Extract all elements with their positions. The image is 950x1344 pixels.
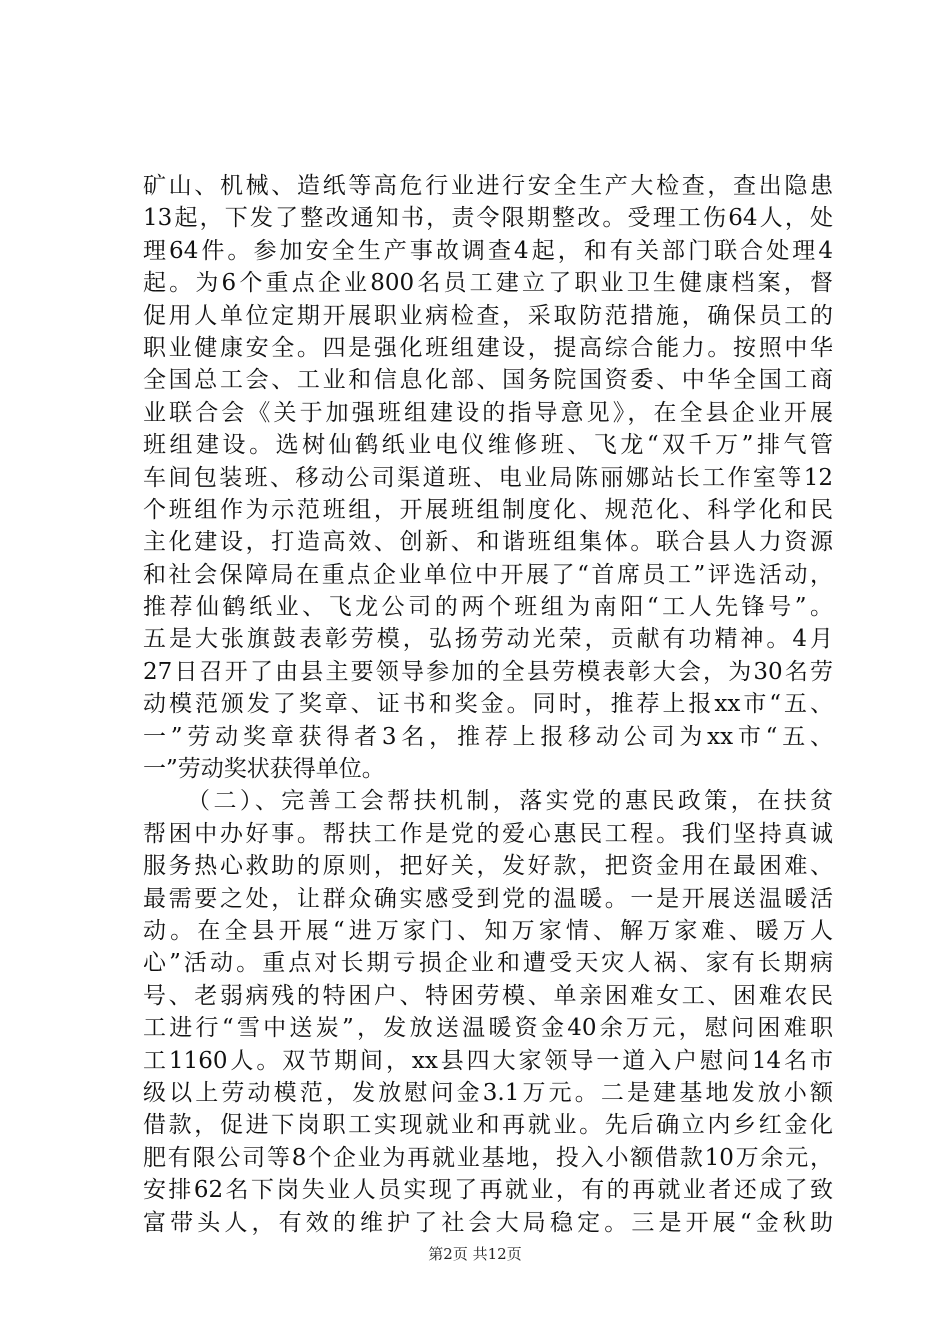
paragraph-safety-and-teams: [143, 170, 833, 785]
section-heading-line: （二）、完善工会帮扶机制，落实党的惠民政策，在扶贫: [187, 788, 833, 815]
text-line: 借款，促进下岗职工实现就业和再就业。先后确立内乡红金化: [143, 1112, 833, 1139]
text-line: 心”活动。重点对长期亏损企业和遭受天灾人祸、家有长期病: [143, 950, 833, 977]
text-line: 职业健康安全。四是强化班组建设，提高综合能力。按照中华: [143, 334, 833, 361]
text-line: 主化建设，打造高效、创新、和谐班组集体。联合县人力资源: [143, 529, 833, 556]
text-line: 级以上劳动模范，发放慰问金3.1万元。二是建基地发放小额: [143, 1079, 833, 1106]
text-line: 最需要之处，让群众确实感受到党的温暖。一是开展送温暖活: [143, 885, 833, 912]
text-line: 全国总工会、工业和信息化部、国务院国资委、中华全国工商: [143, 367, 833, 394]
text-line: 27日召开了由县主要领导参加的全县劳模表彰大会，为30名劳: [143, 658, 833, 685]
text-line: 推荐仙鹤纸业、飞龙公司的两个班组为南阳“工人先锋号”。: [143, 594, 833, 621]
text-line: 13起，下发了整改通知书，责令限期整改。受理工伤64人，处: [143, 205, 833, 232]
text-line: 一”劳动奖状获得单位。: [143, 756, 385, 783]
text-line: 动模范颁发了奖章、证书和奖金。同时，推荐上报xx市“五、: [143, 691, 833, 718]
text-line: 五是大张旗鼓表彰劳模，弘扬劳动光荣，贡献有功精神。4月: [143, 626, 833, 653]
text-line: 起。为6个重点企业800名员工建立了职业卫生健康档案，督: [143, 270, 833, 297]
text-line: 肥有限公司等8个企业为再就业基地，投入小额借款10万余元，: [143, 1144, 833, 1171]
text-line: 工进行“雪中送炭”，发放送温暖资金40余万元，慰问困难职: [143, 1015, 833, 1042]
text-line: 帮困中办好事。帮扶工作是党的爱心惠民工程。我们坚持真诚: [143, 820, 833, 847]
text-line: 工1160人。双节期间，xx县四大家领导一道入户慰问14名市: [143, 1047, 833, 1074]
page-number: 第2页 共12页: [428, 1245, 522, 1263]
text-line: 个班组作为示范班组，开展班组制度化、规范化、科学化和民: [143, 496, 833, 523]
text-line: 车间包装班、移动公司渠道班、电业局陈丽娜站长工作室等12: [143, 464, 833, 491]
text-line: 理64件。参加安全生产事故调查4起，和有关部门联合处理4: [143, 237, 833, 264]
text-line: 服务热心救助的原则，把好关，发好款，把资金用在最困难、: [143, 853, 833, 880]
text-line: 动。在全县开展“进万家门、知万家情、解万家难、暖万人: [143, 917, 833, 944]
text-line: 一”劳动奖章获得者3名，推荐上报移动公司为xx市“五、: [143, 723, 833, 750]
paragraph-assistance-mechanism: [143, 785, 833, 1238]
text-line: 班组建设。选树仙鹤纸业电仪维修班、飞龙“双千万”排气管: [143, 432, 833, 459]
text-line: 业联合会《关于加强班组建设的指导意见》，在全县企业开展: [143, 399, 833, 426]
text-line: 促用人单位定期开展职业病检查，采取防范措施，确保员工的: [143, 302, 833, 329]
text-line: 富带头人，有效的维护了社会大局稳定。三是开展“金秋助: [143, 1209, 833, 1236]
text-line: 安排62名下岗失业人员实现了再就业，有的再就业者还成了致: [143, 1177, 833, 1204]
document-body: [143, 170, 833, 1239]
text-line: 号、老弱病残的特困户、特困劳模、单亲困难女工、困难农民: [143, 982, 833, 1009]
text-line: 矿山、机械、造纸等高危行业进行安全生产大检查，查出隐患: [143, 173, 833, 199]
text-line: 和社会保障局在重点企业单位中开展了“首席员工”评选活动，: [143, 561, 833, 588]
